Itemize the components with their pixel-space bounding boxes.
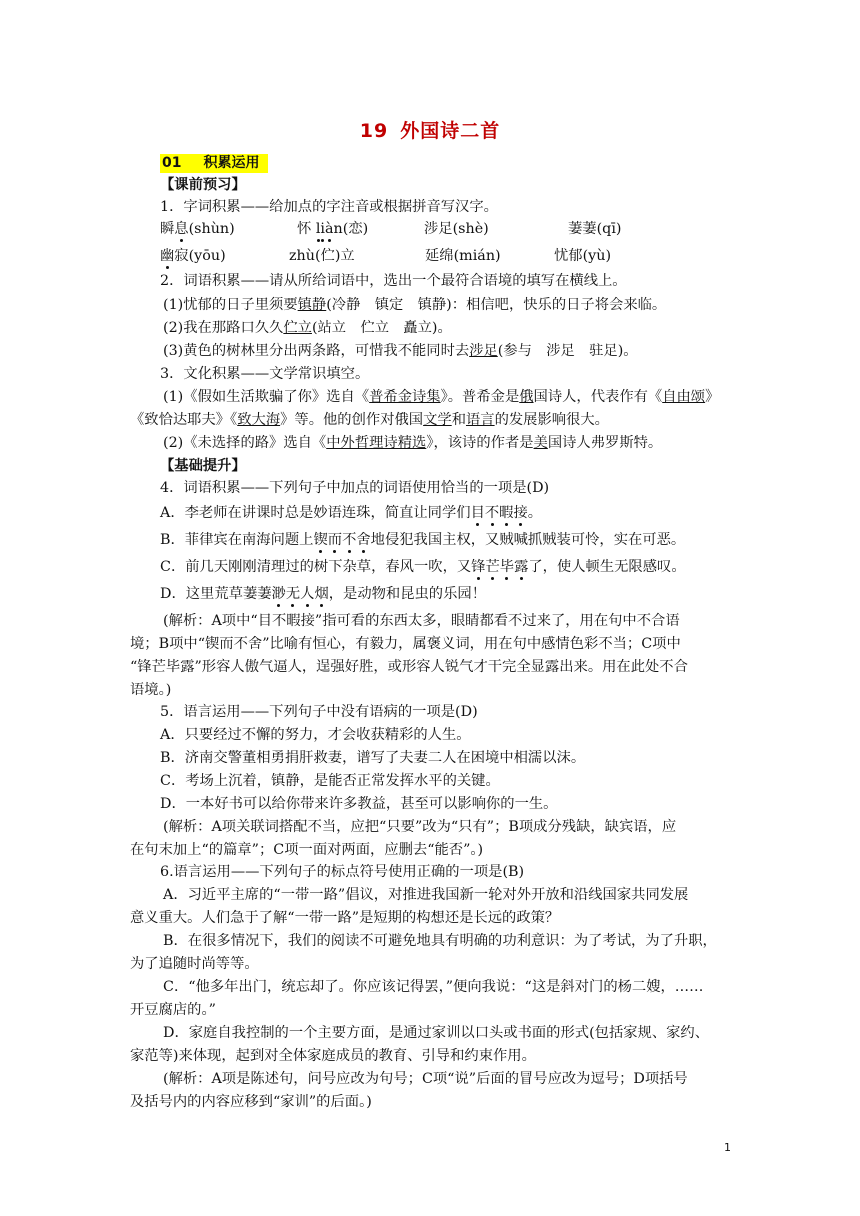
q1-item: 怀 liàn(恋) (297, 221, 369, 237)
heading-basic: 【基础提升】 (160, 458, 246, 474)
q1-item: 幽寂(yōu) (160, 248, 226, 264)
q6-stem: 6.语言运用——下列句子的标点符号使用正确的一项是(B) (160, 864, 525, 880)
q2-sentence: (3)黄色的树林里分出两条路，可惜我不能同时去涉足(参与 涉足 驻足)。 (163, 343, 638, 359)
q4-explanation: 语境。) (130, 682, 172, 698)
q6-option: A．习近平主席的“一带一路”倡议，对推进我国新一轮对外开放和沿线国家共同发展 (163, 887, 689, 903)
emphasis-char: i (320, 221, 325, 237)
q6-option: B．在很多情况下，我们的阅读不可避免地具有明确的功利意识：为了考试，为了升职， (163, 933, 717, 949)
q5-explanation: 在句末加上“的篇章”；C项一面对两面，应删去“能否”。) (130, 842, 484, 858)
q3-stem: 3．文化积累——文学常识填空。 (160, 366, 370, 382)
emphasis-char: 接 (513, 505, 528, 521)
q3-sentence: (1)《假如生活欺骗了你》选自《普希金诗集》。普希金是俄国诗人，代表作有《自由颂》 (163, 389, 720, 405)
q2-sentence: (1)忧郁的日子里须要镇静(冷静 镇定 镇静)：相信吧，快乐的日子将会来临。 (163, 297, 667, 313)
q5-option: D．一本好书可以给你带来许多教益，甚至可以影响你的一生。 (160, 796, 558, 812)
q6-option: C．“他多年出门，统忘却了。你应该记得罢，”便向我说：“这是斜对门的杨二嫂，…… (163, 979, 704, 995)
emphasis-char: 芒 (485, 559, 500, 575)
q1-stem: 1．字词积累——给加点的字注音或根据拼音写汉字。 (160, 199, 498, 215)
emphasis-char: 目 (470, 505, 485, 521)
q4-explanation: 境；B项中“锲而不舍”比喻有恒心，有毅力，属褒义词，用在句中感情色彩不当；C项中 (130, 636, 681, 652)
emphasis-char: 锋 (471, 559, 486, 575)
emphasis-char: 烟 (314, 586, 329, 602)
q5-explanation: (解析：A项关联词搭配不当，应把“只要”改为“只有”；B项成分残缺，缺宾语，应 (163, 819, 677, 835)
emphasis-char: 渺 (271, 586, 286, 602)
q4-explanation: (解析：A项中“目不暇接”指可看的东西太多，眼睛都看不过来了，用在句中不合语 (163, 613, 680, 629)
q6-explanation: 及括号内的内容应移到“家训”的后面。) (130, 1094, 372, 1110)
emphasis-char: 而 (327, 532, 343, 548)
section-number: 01 (162, 155, 182, 171)
q3-sentence: 《致恰达耶夫》《致大海》等。他的创作对俄国文学和语言的发展影响很大。 (130, 412, 609, 428)
emphasis-char: à (325, 221, 334, 237)
page-title (0, 116, 860, 143)
page-number: 1 (724, 1141, 731, 1154)
q6-option: 为了追随时尚等等。 (130, 956, 259, 972)
q1-item: 瞬息(shùn) (160, 221, 235, 237)
q5-stem: 5．语言运用——下列句子中没有语病的一项是(D) (160, 704, 478, 720)
emphasis-char: 锲 (313, 532, 328, 548)
emphasis-char: 幽 (160, 248, 175, 264)
q4-option: A．李老师在讲课时总是妙语连珠，简直让同学们目不暇接。 (160, 505, 543, 521)
lesson-number: 19 (359, 120, 389, 142)
q1-item: 忧郁(yù) (554, 248, 612, 264)
emphasis-char: 无 (285, 586, 301, 602)
emphasis-char: 暇 (499, 505, 514, 521)
q5-option: A．只要经过不懈的努力，才会收获精彩的人生。 (160, 727, 471, 743)
q5-option: C．考场上沉着，镇静，是能否正常发挥水平的关键。 (160, 773, 500, 789)
lesson-title: 外国诗二首 (400, 120, 501, 142)
emphasis-char: 毕 (499, 559, 515, 575)
emphasis-char: 不 (484, 505, 500, 521)
emphasis-char: 舍 (356, 532, 371, 548)
q4-explanation: “锋芒毕露”形容人傲气逼人，逞强好胜，或形容人锐气才干完全显露出来。用在此处不合 (130, 659, 688, 675)
q6-option: D．家庭自我控制的一个主要方面，是通过家训以口头或书面的形式(包括家规、家约、 (163, 1025, 710, 1041)
q1-item: 延绵(mián) (425, 248, 501, 264)
heading-preview: 【课前预习】 (160, 177, 246, 193)
q1-item: 萋萋(qī) (568, 221, 622, 237)
q4-option: C．前几天刚刚清理过的树下杂草，春风一吹，又锋芒毕露了，使人顿生无限感叹。 (160, 559, 686, 575)
emphasis-char: 露 (514, 559, 529, 575)
q1-item: 涉足(shè) (424, 221, 489, 237)
emphasis-char: 不 (342, 532, 357, 548)
q2-stem: 2．词语积累——请从所给词语中，选出一个最符合语境的填写在横线上。 (160, 273, 627, 289)
emphasis-char: l (315, 221, 321, 237)
q3-sentence: (2)《未选择的路》选自《中外哲理诗精选》，该诗的作者是美国诗人弗罗斯特。 (163, 435, 663, 451)
q5-option: B．济南交警董相勇捐肝救妻，谱写了夫妻二人在困境中相濡以沫。 (160, 750, 586, 766)
q4-stem: 4．词语积累——下列句子中加点的词语使用恰当的一项是(D) (160, 480, 550, 496)
q6-option: 家范等)来体现，起到对全体家庭成员的教育、引导和约束作用。 (130, 1048, 536, 1064)
q4-option: B．菲律宾在南海问题上锲而不舍地侵犯我国主权，又贼喊抓贼装可怜，实在可恶。 (160, 532, 686, 548)
section-tag (160, 154, 268, 173)
q1-item: zhù(伫)立 (289, 248, 355, 264)
q6-option: 开豆腐店的。” (130, 1002, 216, 1018)
q6-option: 意义重大。人们急于了解“一带一路”是短期的构想还是长远的政策？ (130, 910, 560, 926)
emphasis-char: 人 (300, 586, 315, 602)
q6-explanation: (解析：A项是陈述句，问号应改为句号；C项“说”后面的冒号应改为逗号；D项括号 (163, 1071, 688, 1087)
q4-option: D．这里荒草萋萋渺无人烟，是动物和昆虫的乐园！ (160, 586, 486, 602)
emphasis-char: 息 (174, 221, 189, 237)
section-label: 积累运用 (203, 155, 260, 171)
q2-sentence: (2)我在那路口久久伫立(站立 伫立 矗立)。 (163, 320, 452, 336)
